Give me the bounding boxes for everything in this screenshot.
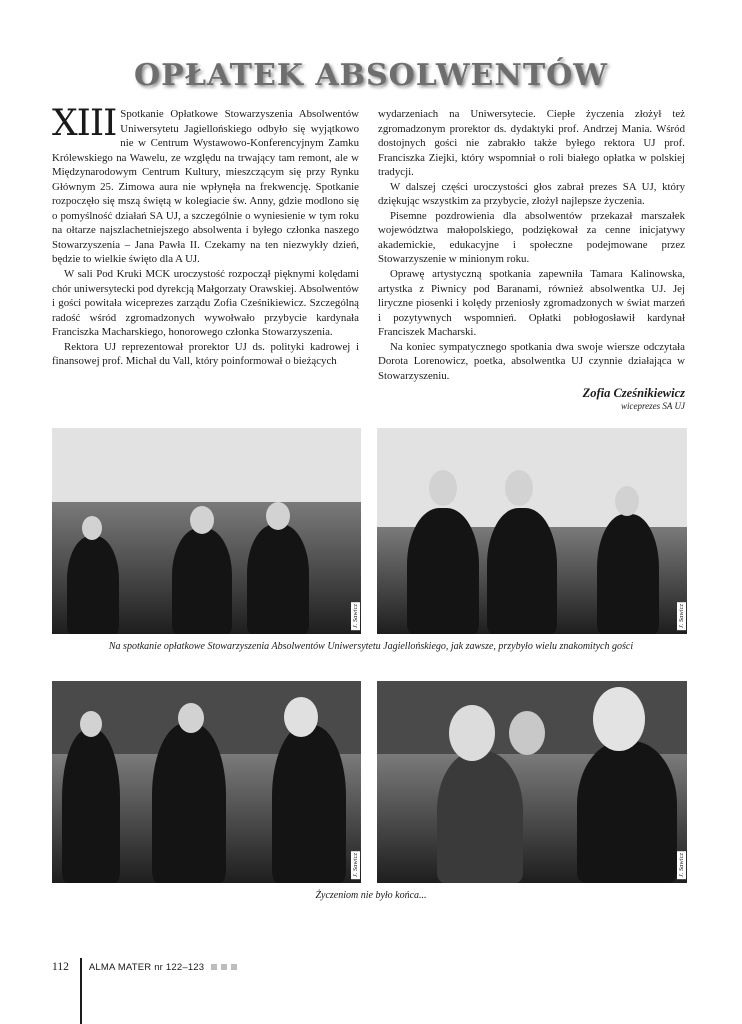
- right-column: [378, 107, 685, 412]
- photo-credit: J. Sawicz: [352, 852, 359, 877]
- photo-figure: [152, 723, 226, 883]
- photo-figure: [577, 741, 677, 883]
- author-role: wiceprezes SA UJ: [621, 400, 685, 411]
- photo-face: [82, 516, 102, 540]
- photo-figure: [437, 751, 523, 883]
- photo-caption-bottom: Życzeniom nie było końca...: [315, 890, 427, 901]
- photo-face: [509, 711, 545, 755]
- paragraph: Oprawę artystyczną spotkania zapewniła Tamara Kalinowska, artystka z Piwnicy pod Baranami, również absolwentka UJ. Jej liryczne piosenki i kolędy przeniosły zgromadzonych w świat marzeń i pozytywnych wspomnień. Opłatki pobłogosławił kardynał Franciszek Macharski.: [378, 268, 685, 339]
- article-title: OPŁATEK ABSOLWENTÓW: [134, 58, 608, 93]
- photo-face: [593, 687, 645, 751]
- photo-face: [449, 705, 495, 761]
- photo-figure: [62, 729, 120, 883]
- photo-credit: J. Sawicz: [352, 603, 359, 628]
- decor-square: [211, 964, 217, 970]
- photo-face: [615, 486, 639, 516]
- decor-square: [221, 964, 227, 970]
- paragraph: Pisemne pozdrowienia dla absolwentów przekazał marszałek województwa małopolskiego, podziękował za cenne inicjatywy akademickie, edukacyjne i społeczne podejmowane przez Stowarzyszenie w minionym roku.: [378, 209, 685, 266]
- photo-figure: [597, 514, 659, 634]
- photo-face: [190, 506, 214, 534]
- photo-caption-top: Na spotkanie opłatkowe Stowarzyszenia Absolwentów Uniwersytetu Jagiellońskiego, jak zawsze, przybyło wielu znakomitych gości: [108, 641, 634, 652]
- photo-audience: [52, 428, 361, 634]
- photo-face: [266, 502, 290, 530]
- photo-figure: [172, 528, 232, 634]
- photo-conversation: [377, 681, 687, 883]
- photo-face: [80, 711, 102, 737]
- photo-face: [429, 470, 457, 506]
- photo-figure: [272, 725, 346, 883]
- photo-face: [284, 697, 318, 737]
- photo-face: [178, 703, 204, 733]
- footer-divider: [80, 958, 82, 1024]
- left-column: [52, 103, 359, 369]
- photo-face: [505, 470, 533, 506]
- photo-figure: [247, 524, 309, 634]
- paragraph-text: Spotkanie Opłatkowe Stowarzyszenia Absolwentów Uniwersytetu Jagiellońskiego odbyło się wyjątkowo nie w Centrum Wystawowo-Konferencyjnym Zamku Królewskiego na Wawelu, ze względu na trwający tam remont, ale w Międzynarodowym Centrum Kultury, mieszczącym się przy Rynku Głównym 25. Zimowa aura nie wpłynęła na frekwencję. Spotkanie rozpoczęło się mszą świętą w kolegiacie św. Anny, gdzie modlono się o pomyślność działań SA UJ, a szczególnie o wyniesienie w tym roku na ołtarze najszlachetniejszego absolwenta i byłego członka naszego Stowarzyszenia – Jana Pawła II. Czekamy na ten niezwykły dzień, będzie to wielkie święto dla A UJ.: [52, 108, 359, 266]
- photo-figure: [407, 508, 479, 634]
- photo-credit: J. Sawicz: [678, 852, 685, 877]
- paragraph: [52, 103, 359, 267]
- paragraph: Rektora UJ reprezentował prorektor UJ ds. polityki kadrowej i finansowej prof. Michał du Vall, który poinformował o bieżących: [52, 340, 359, 368]
- paragraph: W dalszej części uroczystości głos zabrał prezes SA UJ, który dziękując wszystkim za przybycie, złożył najlepsze życzenia.: [378, 180, 685, 208]
- photo-greeting: [52, 681, 361, 883]
- paragraph: Na koniec sympatycznego spotkania dwa swoje wiersze odczytała Dorota Lorenowicz, poetka, absolwentka UJ czynnie działająca w Stowarzyszeniu.: [378, 340, 685, 382]
- page-number: 112: [52, 961, 69, 973]
- photo-credit: J. Sawicz: [678, 603, 685, 628]
- drop-cap: XIII: [52, 103, 117, 144]
- author-name: Zofia Cześnikiewicz: [582, 386, 685, 401]
- paragraph: W sali Pod Kruki MCK uroczystość rozpoczął pięknymi kolędami chór uniwersytecki pod dyrekcją Małgorzaty Orawskiej. Absolwentów i gości powitała wiceprezes zarządu Zofia Cześnikiewicz. Szczególną radość wśród zgromadzonych wywołwało przybycie kardynała Franciszka Macharskiego, honorowego członka Stowarzyszenia.: [52, 268, 359, 339]
- decor-square: [231, 964, 237, 970]
- magazine-name: ALMA MATER nr 122–123: [88, 961, 205, 973]
- photo-guests: [377, 428, 687, 634]
- photo-figure: [67, 536, 119, 634]
- photo-background: [52, 428, 361, 502]
- photo-figure: [487, 508, 557, 634]
- paragraph: wydarzeniach na Uniwersytecie. Ciepłe życzenia złożył też zgromadzonym prorektor ds. dydaktyki prof. Andrzej Mania. Wśród dostojnych gości nie zabrakło także byłego rektora UJ prof. Franciszka Ziejki, który wspomniał o roli białego opłatka w polskiej tradycji.: [378, 108, 685, 179]
